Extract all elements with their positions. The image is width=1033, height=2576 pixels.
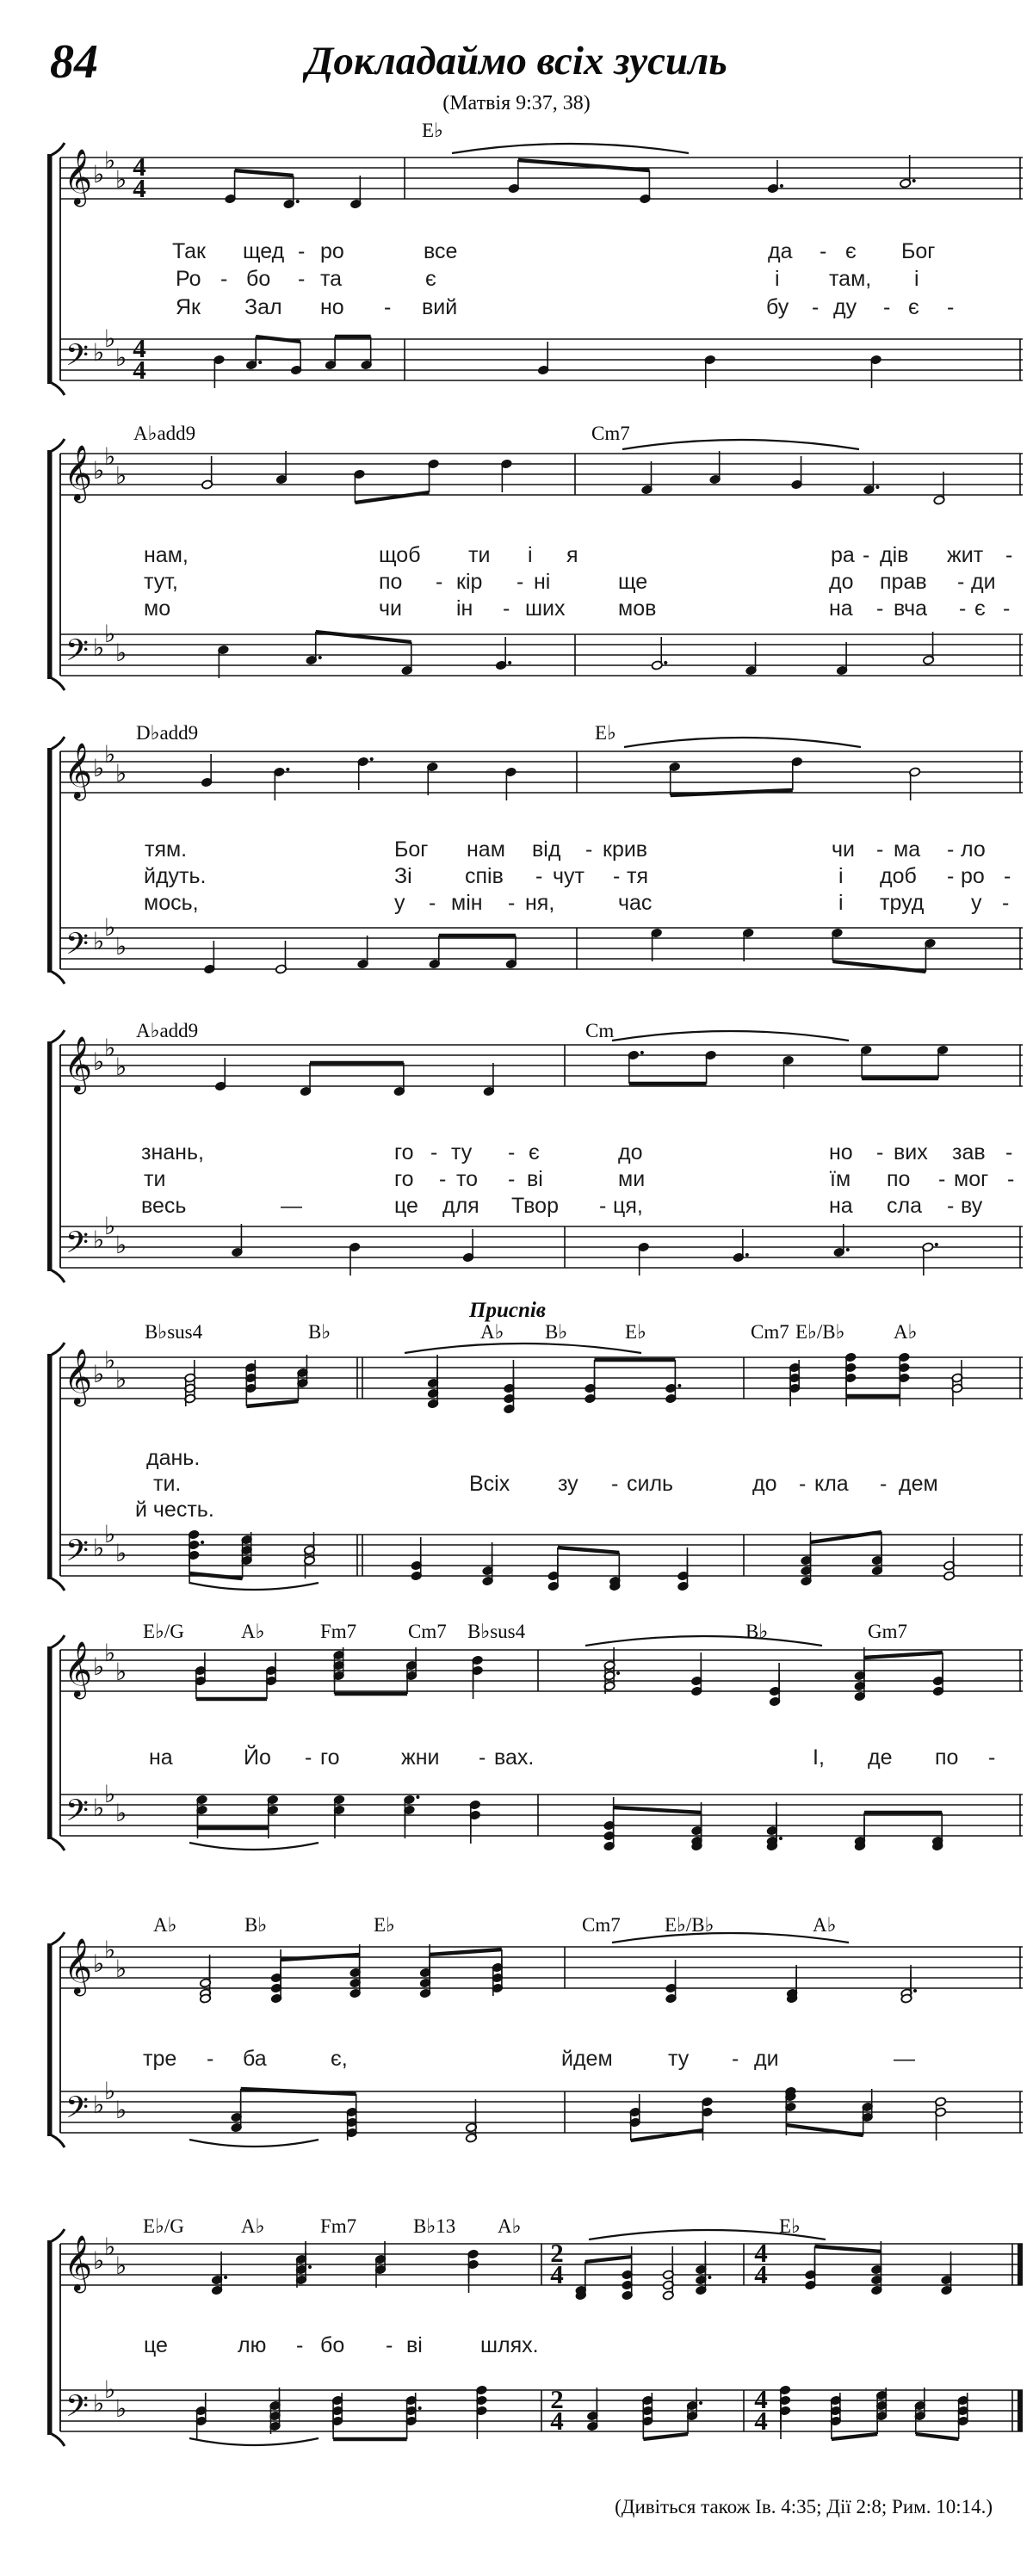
chord-symbol: Cm7 bbox=[591, 423, 630, 444]
lyric-syllable: знань, bbox=[141, 1140, 204, 1164]
lyric-syllable: Бог bbox=[901, 239, 936, 263]
lyric-syllable: ти bbox=[468, 543, 491, 567]
chord-symbol: B♭ bbox=[244, 1914, 268, 1936]
lyric-syllable: по bbox=[379, 570, 403, 594]
svg-text:♭: ♭ bbox=[104, 1780, 116, 1808]
scripture-reference: (Матвія 9:37, 38) bbox=[442, 92, 591, 114]
svg-text:♭: ♭ bbox=[93, 633, 105, 662]
lyric-syllable: ще bbox=[618, 570, 648, 594]
svg-text:4: 4 bbox=[550, 2406, 564, 2436]
lyric-syllable: ду bbox=[833, 295, 857, 319]
svg-text:♭: ♭ bbox=[93, 1047, 105, 1076]
svg-text:♭: ♭ bbox=[115, 932, 127, 961]
lyric-syllable: й честь. bbox=[135, 1498, 214, 1522]
lyric-syllable: час bbox=[618, 891, 653, 915]
svg-text:2: 2 bbox=[550, 2238, 564, 2268]
svg-text:♭: ♭ bbox=[115, 461, 127, 490]
svg-text:♭: ♭ bbox=[104, 1936, 116, 1964]
lyric-syllable: - bbox=[947, 295, 955, 319]
lyric-syllable: - bbox=[1007, 1167, 1015, 1191]
system-2 bbox=[47, 439, 1023, 690]
svg-text:4: 4 bbox=[754, 2238, 768, 2268]
svg-text:♭: ♭ bbox=[115, 1539, 127, 1567]
lyric-syllable: зав bbox=[952, 1140, 986, 1164]
chord-symbol: A♭ bbox=[813, 1914, 837, 1936]
lyric-syllable: для bbox=[442, 1194, 479, 1218]
lyric-syllable: мов bbox=[618, 596, 657, 621]
lyric-syllable: мось, bbox=[144, 891, 199, 915]
lyric-syllable: ту bbox=[451, 1140, 473, 1164]
lyric-syllable: мог bbox=[954, 1167, 989, 1191]
lyric-syllable: - bbox=[1003, 596, 1011, 621]
lyric-syllable: ди bbox=[971, 570, 996, 594]
lyric-syllable: я bbox=[566, 543, 578, 567]
lyric-syllable: ро bbox=[961, 864, 985, 888]
lyric-syllable: нам bbox=[467, 837, 505, 862]
lyric-syllable: ві bbox=[527, 1167, 543, 1191]
treble-clef-icon: 𝄞 bbox=[64, 1641, 93, 1697]
lyric-syllable: ня, bbox=[525, 891, 555, 915]
treble-clef-icon: 𝄞 bbox=[64, 445, 93, 501]
lyric-syllable: - bbox=[436, 570, 443, 594]
lyric-syllable: є bbox=[974, 596, 986, 621]
lyric-syllable: дів bbox=[880, 543, 909, 567]
lyric-syllable: Всіх bbox=[469, 1472, 510, 1496]
lyric-syllable: там, bbox=[829, 267, 872, 291]
lyric-syllable: Як bbox=[176, 295, 201, 319]
lyric-syllable: кла bbox=[814, 1472, 849, 1496]
bass-clef-icon: 𝄢 bbox=[65, 337, 90, 380]
svg-text:4: 4 bbox=[133, 173, 146, 203]
song-number: 84 bbox=[50, 35, 98, 89]
chord-symbol: A♭add9 bbox=[136, 1020, 199, 1041]
svg-text:♭: ♭ bbox=[104, 2077, 116, 2105]
chord-symbol: Cm7 bbox=[408, 1621, 447, 1642]
system-6 bbox=[47, 1635, 1023, 1851]
lyric-syllable: та bbox=[320, 267, 343, 291]
lyric-syllable: - bbox=[947, 837, 955, 862]
lyric-syllable: і bbox=[838, 891, 844, 915]
lyric-syllable: силь bbox=[627, 1472, 674, 1496]
lyric-syllable: - bbox=[799, 1472, 807, 1496]
svg-text:♭: ♭ bbox=[104, 442, 116, 471]
lyric-syllable: сла bbox=[887, 1194, 922, 1218]
lyric-syllable: - bbox=[876, 596, 884, 621]
chord-symbol: A♭ bbox=[153, 1914, 177, 1936]
lyric-syllable: - bbox=[298, 239, 306, 263]
lyric-syllable: тям. bbox=[145, 837, 188, 862]
svg-text:♭: ♭ bbox=[104, 2375, 116, 2404]
svg-text:4: 4 bbox=[133, 151, 146, 182]
chord-symbol: E♭ bbox=[625, 1321, 646, 1343]
lyric-syllable: - bbox=[384, 295, 392, 319]
lyric-syllable: ін bbox=[456, 596, 473, 621]
lyric-syllable: зу bbox=[558, 1472, 578, 1496]
chord-symbol: E♭/B♭ bbox=[795, 1321, 845, 1343]
lyric-syllable: у bbox=[971, 891, 982, 915]
chord-symbol: D♭add9 bbox=[136, 722, 199, 744]
lyric-syllable: - bbox=[207, 2047, 214, 2071]
lyric-syllable: да bbox=[768, 239, 793, 263]
lyric-syllable: бо bbox=[246, 267, 271, 291]
lyric-syllable: дань. bbox=[146, 1446, 201, 1470]
lyric-syllable: Так bbox=[172, 239, 206, 263]
lyric-syllable: ву bbox=[961, 1194, 983, 1218]
chord-symbol: B♭13 bbox=[413, 2215, 456, 2237]
lyric-syllable: ди bbox=[754, 2047, 779, 2071]
lyric-syllable: тя bbox=[627, 864, 648, 888]
lyric-syllable: ма bbox=[894, 837, 921, 862]
lyric-syllable: доб bbox=[880, 864, 917, 888]
footer-scripture-references: (Дивіться також Ів. 4:35; Дії 2:8; Рим. 10:14.) bbox=[615, 2496, 993, 2517]
lyric-syllable: - bbox=[439, 1167, 447, 1191]
lyric-syllable: їм bbox=[830, 1167, 851, 1191]
lyric-syllable: - bbox=[957, 570, 965, 594]
lyric-syllable: го bbox=[320, 1745, 340, 1770]
lyric-syllable: - bbox=[508, 891, 516, 915]
lyric-syllable: де bbox=[868, 1745, 893, 1770]
lyric-syllable: Зі bbox=[394, 864, 412, 888]
chord-symbol: Cm bbox=[585, 1020, 615, 1041]
svg-text:♭: ♭ bbox=[115, 1955, 127, 1983]
lyric-syllable: щоб bbox=[379, 543, 421, 567]
lyric-syllable: - bbox=[988, 1745, 996, 1770]
lyric-syllable: все bbox=[424, 239, 458, 263]
lyric-syllable: по bbox=[887, 1167, 911, 1191]
bass-clef-icon: 𝄢 bbox=[65, 1793, 90, 1835]
lyric-syllable: чи bbox=[832, 837, 855, 862]
lyric-syllable: - bbox=[959, 596, 967, 621]
lyric-syllable: тут, bbox=[144, 570, 178, 594]
lyric-syllable: вча bbox=[894, 596, 928, 621]
lyric-syllable: - bbox=[1005, 1140, 1013, 1164]
svg-text:♭: ♭ bbox=[93, 927, 105, 955]
bass-clef-icon: 𝄢 bbox=[65, 1533, 90, 1575]
system-7 bbox=[47, 1932, 1023, 2147]
svg-text:♭: ♭ bbox=[93, 1226, 105, 1254]
lyric-syllable: Бог bbox=[394, 837, 429, 862]
chord-symbol: Gm7 bbox=[868, 1621, 907, 1642]
chord-symbol: E♭ bbox=[422, 120, 443, 141]
lyric-syllable: у bbox=[394, 891, 405, 915]
svg-text:♭: ♭ bbox=[115, 1799, 127, 1827]
lyric-syllable: - bbox=[508, 1140, 516, 1164]
lyric-syllable: - bbox=[1005, 543, 1013, 567]
lyric-syllable: є bbox=[908, 295, 919, 319]
lyric-syllable: - bbox=[430, 1140, 438, 1164]
lyric-syllable: ро bbox=[320, 239, 344, 263]
svg-text:♭: ♭ bbox=[115, 639, 127, 667]
chord-symbol: Fm7 bbox=[320, 1621, 357, 1642]
lyric-syllable: - bbox=[876, 837, 884, 862]
svg-text:4: 4 bbox=[133, 355, 146, 385]
svg-text:♭: ♭ bbox=[93, 2091, 105, 2119]
chorus-section-label: Приспів bbox=[469, 1299, 546, 1322]
svg-text:♭: ♭ bbox=[93, 1360, 105, 1388]
lyric-syllable: до bbox=[618, 1140, 643, 1164]
lyric-syllable: но bbox=[829, 1140, 853, 1164]
chord-symbol: E♭ bbox=[595, 722, 616, 744]
lyric-syllable: труд bbox=[880, 891, 925, 915]
chord-symbol: A♭ bbox=[241, 1621, 265, 1642]
lyric-syllable: і bbox=[775, 267, 780, 291]
treble-clef-icon: 𝄞 bbox=[64, 1036, 93, 1092]
lyric-syllable: ших bbox=[525, 596, 566, 621]
chord-symbol: A♭ bbox=[480, 1321, 504, 1343]
chord-symbol: Fm7 bbox=[320, 2215, 357, 2237]
svg-text:4: 4 bbox=[754, 2406, 768, 2436]
lyric-syllable: бо bbox=[320, 2333, 345, 2357]
lyric-syllable: на bbox=[149, 1745, 173, 1770]
lyric-syllable: - bbox=[296, 2333, 304, 2357]
lyric-syllable: - bbox=[508, 1167, 516, 1191]
lyric-syllable: - bbox=[386, 2333, 393, 2357]
chord-symbol: Cm7 bbox=[751, 1321, 789, 1343]
svg-text:4: 4 bbox=[754, 2259, 768, 2289]
chord-symbol: A♭ bbox=[894, 1321, 918, 1343]
bass-clef-icon: 𝄢 bbox=[65, 633, 90, 675]
lyric-syllable: жни bbox=[401, 1745, 440, 1770]
svg-text:♭: ♭ bbox=[115, 2252, 127, 2280]
chord-symbol: B♭ bbox=[545, 1321, 568, 1343]
svg-text:♭: ♭ bbox=[93, 1794, 105, 1822]
lyric-syllable: - bbox=[820, 239, 827, 263]
lyric-syllable: весь bbox=[141, 1194, 187, 1218]
svg-text:♭: ♭ bbox=[115, 165, 127, 194]
lyric-syllable: ні bbox=[534, 570, 551, 594]
lyric-syllable: - bbox=[732, 2047, 739, 2071]
treble-clef-icon: 𝄞 bbox=[64, 2235, 93, 2291]
svg-text:2: 2 bbox=[550, 2384, 564, 2414]
lyric-syllable: ця, bbox=[613, 1194, 643, 1218]
svg-text:♭: ♭ bbox=[93, 2389, 105, 2418]
svg-text:♭: ♭ bbox=[115, 1658, 127, 1686]
lyric-syllable: по bbox=[935, 1745, 959, 1770]
lyric-syllable: го bbox=[394, 1167, 414, 1191]
lyric-syllable: - bbox=[535, 864, 543, 888]
chord-symbol: B♭ bbox=[308, 1321, 331, 1343]
lyric-syllable: Йо bbox=[244, 1745, 271, 1770]
lyric-syllable: - bbox=[305, 1745, 312, 1770]
chord-symbol: A♭ bbox=[241, 2215, 265, 2237]
lyric-syllable: вих bbox=[894, 1140, 928, 1164]
lyric-syllable: - bbox=[876, 1140, 884, 1164]
lyric-syllable: ту bbox=[668, 2047, 690, 2071]
lyric-syllable: - bbox=[429, 891, 436, 915]
svg-text:♭: ♭ bbox=[115, 1365, 127, 1393]
lyric-syllable: - bbox=[947, 864, 955, 888]
chord-symbol: B♭ bbox=[745, 1621, 769, 1642]
svg-text:♭: ♭ bbox=[93, 1652, 105, 1681]
svg-text:♭: ♭ bbox=[104, 1346, 116, 1374]
lyric-syllable: спів bbox=[465, 864, 504, 888]
chord-symbol: Cm7 bbox=[582, 1914, 621, 1936]
svg-text:♭: ♭ bbox=[93, 2246, 105, 2275]
lyric-syllable: - bbox=[1004, 864, 1011, 888]
lyric-syllable: Ро bbox=[176, 267, 201, 291]
lyric-syllable: чут bbox=[553, 864, 585, 888]
lyric-syllable: - bbox=[599, 1194, 607, 1218]
lyric-syllable: мін bbox=[451, 891, 483, 915]
lyric-syllable: є bbox=[425, 267, 436, 291]
lyric-syllable: і bbox=[838, 864, 844, 888]
svg-text:4: 4 bbox=[754, 2384, 768, 2414]
svg-text:♭: ♭ bbox=[115, 343, 127, 372]
treble-clef-icon: 𝄞 bbox=[64, 1938, 93, 1994]
svg-text:♭: ♭ bbox=[93, 1949, 105, 1978]
lyric-syllable: - bbox=[883, 295, 891, 319]
treble-clef-icon: 𝄞 bbox=[64, 149, 93, 205]
svg-text:♭: ♭ bbox=[93, 1534, 105, 1562]
chord-symbol: E♭/G bbox=[143, 1621, 184, 1642]
lyric-syllable: є bbox=[529, 1140, 540, 1164]
lyric-syllable: - bbox=[613, 864, 621, 888]
lyric-syllable: на bbox=[829, 1194, 853, 1218]
lyric-syllable: прав bbox=[880, 570, 927, 594]
lyric-syllable: до bbox=[829, 570, 854, 594]
svg-text:♭: ♭ bbox=[104, 913, 116, 942]
chord-symbol: E♭/G bbox=[143, 2215, 184, 2237]
lyric-syllable: - bbox=[611, 1472, 619, 1496]
svg-text:♭: ♭ bbox=[104, 1212, 116, 1240]
svg-text:♭: ♭ bbox=[104, 1034, 116, 1062]
svg-text:♭: ♭ bbox=[93, 160, 105, 188]
lyric-syllable: - bbox=[880, 1472, 888, 1496]
bass-clef-icon: 𝄢 bbox=[65, 926, 90, 968]
svg-text:♭: ♭ bbox=[104, 1520, 116, 1548]
lyric-syllable: і bbox=[914, 267, 919, 291]
svg-text:♭: ♭ bbox=[115, 1053, 127, 1081]
song-title: Докладаймо всіх зусиль bbox=[306, 39, 727, 83]
lyric-syllable: - bbox=[298, 267, 306, 291]
lyric-syllable: є, bbox=[331, 2047, 348, 2071]
lyric-syllable: мо bbox=[144, 596, 171, 621]
lyric-syllable: ло bbox=[961, 837, 986, 862]
svg-text:♭: ♭ bbox=[93, 754, 105, 782]
lyric-syllable: це bbox=[394, 1194, 418, 1218]
lyric-syllable: ти bbox=[144, 1167, 166, 1191]
lyric-syllable: то bbox=[456, 1167, 479, 1191]
svg-text:♭: ♭ bbox=[93, 338, 105, 367]
svg-text:♭: ♭ bbox=[115, 2394, 127, 2423]
chord-symbol: B♭sus4 bbox=[467, 1621, 526, 1642]
lyric-syllable: лю bbox=[238, 2333, 267, 2357]
lyric-syllable: - bbox=[812, 295, 820, 319]
lyric-syllable: но bbox=[320, 295, 344, 319]
lyric-syllable: го bbox=[394, 1140, 414, 1164]
bass-clef-icon: 𝄢 bbox=[65, 2388, 90, 2431]
lyric-syllable: І, bbox=[813, 1745, 825, 1770]
svg-text:♭: ♭ bbox=[115, 759, 127, 788]
chord-symbol: B♭sus4 bbox=[145, 1321, 203, 1343]
svg-text:♭: ♭ bbox=[104, 2233, 116, 2261]
lyric-syllable: ра bbox=[831, 543, 855, 567]
treble-clef-icon: 𝄞 bbox=[64, 1349, 93, 1405]
svg-text:♭: ♭ bbox=[115, 1231, 127, 1259]
svg-text:♭: ♭ bbox=[115, 2096, 127, 2124]
lyric-syllable: — bbox=[281, 1194, 302, 1218]
lyric-syllable: чи bbox=[379, 596, 402, 621]
lyric-syllable: - bbox=[1002, 891, 1010, 915]
lyric-syllable: Твор bbox=[511, 1194, 559, 1218]
chord-symbol: A♭add9 bbox=[133, 423, 196, 444]
chord-symbol: E♭ bbox=[779, 2215, 801, 2237]
lyric-syllable: це bbox=[144, 2333, 168, 2357]
lyric-syllable: Зал bbox=[244, 295, 282, 319]
lyric-syllable: дем bbox=[899, 1472, 938, 1496]
lyric-syllable: - bbox=[863, 543, 870, 567]
lyric-syllable: шлях. bbox=[480, 2333, 539, 2357]
svg-text:♭: ♭ bbox=[104, 1639, 116, 1667]
chord-symbol: E♭ bbox=[374, 1914, 395, 1936]
lyric-syllable: ба bbox=[243, 2047, 267, 2071]
svg-text:4: 4 bbox=[550, 2259, 564, 2289]
lyric-syllable: від bbox=[532, 837, 561, 862]
lyric-syllable: - bbox=[479, 1745, 486, 1770]
lyric-syllable: ми bbox=[618, 1167, 646, 1191]
svg-text:4: 4 bbox=[133, 333, 146, 363]
chord-symbol: A♭ bbox=[498, 2215, 522, 2237]
lyric-syllable: і bbox=[528, 543, 533, 567]
chord-symbol: E♭/B♭ bbox=[665, 1914, 714, 1936]
lyric-syllable: до bbox=[752, 1472, 777, 1496]
lyric-syllable: бу bbox=[766, 295, 789, 319]
lyric-syllable: — bbox=[894, 2047, 915, 2071]
svg-text:♭: ♭ bbox=[104, 324, 116, 353]
lyric-syllable: крив bbox=[603, 837, 648, 862]
lyric-syllable: - bbox=[938, 1167, 946, 1191]
lyric-syllable: - bbox=[585, 837, 593, 862]
lyric-syllable: кір bbox=[456, 570, 483, 594]
lyric-syllable: - bbox=[503, 596, 510, 621]
lyric-syllable: - bbox=[220, 267, 228, 291]
lyric-syllable: на bbox=[829, 596, 853, 621]
lyric-syllable: є bbox=[845, 239, 857, 263]
lyric-syllable: йдем bbox=[561, 2047, 613, 2071]
lyric-syllable: вий bbox=[422, 295, 458, 319]
lyric-syllable: щед bbox=[243, 239, 285, 263]
lyric-syllable: жит bbox=[947, 543, 984, 567]
lyric-syllable: - bbox=[516, 570, 524, 594]
lyric-syllable: - bbox=[947, 1194, 955, 1218]
lyric-syllable: ві bbox=[406, 2333, 423, 2357]
bass-clef-icon: 𝄢 bbox=[65, 2090, 90, 2132]
lyric-syllable: йдуть. bbox=[144, 864, 207, 888]
svg-text:♭: ♭ bbox=[93, 456, 105, 485]
svg-text:♭: ♭ bbox=[104, 620, 116, 648]
lyric-syllable: ти. bbox=[153, 1472, 182, 1496]
lyric-syllable: нам, bbox=[144, 543, 189, 567]
lyric-syllable: тре bbox=[143, 2047, 177, 2071]
bass-clef-icon: 𝄢 bbox=[65, 1225, 90, 1267]
svg-text:♭: ♭ bbox=[104, 740, 116, 769]
lyric-syllable: вах. bbox=[494, 1745, 535, 1770]
svg-text:♭: ♭ bbox=[104, 146, 116, 175]
treble-clef-icon: 𝄞 bbox=[64, 743, 93, 799]
